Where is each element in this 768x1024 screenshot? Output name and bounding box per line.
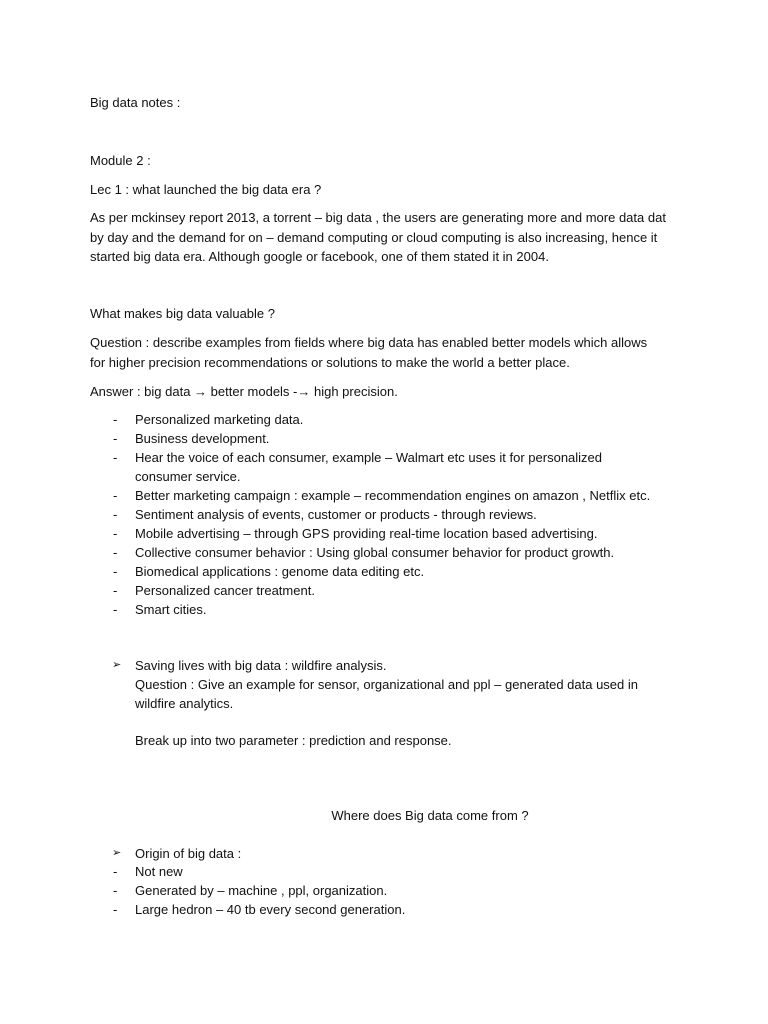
wildfire-heading: Saving lives with big data : wildfire analysis.	[135, 658, 387, 673]
list-item	[0, 543, 655, 562]
dash-marker: -	[113, 488, 118, 503]
list-item-text: Not new	[135, 864, 183, 879]
dash-marker: -	[113, 902, 118, 917]
wildfire-question: Question : Give an example for sensor, organizational and ppl – generated data used in wildfire analytics.	[135, 677, 638, 711]
question-heading: What makes big data valuable ?	[90, 306, 275, 321]
list-item	[0, 448, 655, 486]
dash-marker: -	[113, 602, 118, 617]
list-item	[0, 862, 655, 881]
dash-marker: -	[113, 431, 118, 446]
section-title: Where does Big data come from ?	[331, 808, 529, 823]
list-item-text: Biomedical applications : genome data editing etc.	[135, 564, 425, 579]
dash-marker: -	[113, 450, 118, 465]
answer-line: Answer : big data → better models -→ high precision.	[90, 384, 398, 399]
arrow-bullet-icon: ➢	[112, 847, 122, 859]
dash-marker: -	[113, 564, 118, 579]
list-item	[0, 505, 655, 524]
dash-marker: -	[113, 412, 118, 427]
list-item-text: Smart cities.	[135, 602, 207, 617]
dash-marker: -	[113, 883, 118, 898]
list-item	[0, 581, 655, 600]
list-item-text: Large hedron – 40 tb every second generation.	[135, 902, 406, 917]
origin-heading: Origin of big data :	[135, 846, 242, 861]
list-item	[0, 900, 655, 919]
examples-list	[0, 410, 768, 619]
list-item-text: Collective consumer behavior : Using global consumer behavior for product growth.	[135, 545, 615, 560]
list-item-text: Better marketing campaign : example – recommendation engines on amazon , Netflix etc.	[135, 488, 651, 503]
list-item	[0, 562, 655, 581]
list-item-text: Generated by – machine , ppl, organization.	[135, 883, 388, 898]
arrow-bullet-icon: ➢	[112, 659, 122, 671]
list-item-text: Personalized cancer treatment.	[135, 583, 315, 598]
question-paragraph: Question : describe examples from fields where big data has enabled better models which allows for higher precision recommendations or solutions to make the world a better place.	[90, 335, 648, 370]
list-item-text: Personalized marketing data.	[135, 412, 304, 427]
origin-list	[0, 862, 768, 919]
dash-marker: -	[113, 507, 118, 522]
dash-marker: -	[113, 545, 118, 560]
dash-marker: -	[113, 864, 118, 879]
list-item	[0, 524, 655, 543]
list-item-text: Sentiment analysis of events, customer or products - through reviews.	[135, 507, 537, 522]
dash-marker: -	[113, 583, 118, 598]
wildfire-breakup: Break up into two parameter : prediction and response.	[135, 733, 452, 748]
list-item-text: Hear the voice of each consumer, example – Walmart etc uses it for personalized consumer service.	[135, 450, 603, 484]
module-heading: Module 2 :	[90, 153, 151, 168]
document-title: Big data notes :	[90, 95, 181, 110]
intro-paragraph: As per mckinsey report 2013, a torrent – big data , the users are generating more and more data dat by day and the demand for on – demand computing or cloud computing is also increasing, hence it started big data era. Although google or facebook, one of them stated it in 2004.	[90, 210, 666, 264]
dash-marker: -	[113, 526, 118, 541]
list-item-text: Business development.	[135, 431, 270, 446]
list-item	[0, 600, 655, 619]
list-item	[0, 486, 655, 505]
list-item	[0, 881, 655, 900]
lecture-heading: Lec 1 : what launched the big data era ?	[90, 182, 322, 197]
list-item	[0, 410, 655, 429]
list-item	[0, 429, 655, 448]
list-item-text: Mobile advertising – through GPS providing real-time location based advertising.	[135, 526, 598, 541]
